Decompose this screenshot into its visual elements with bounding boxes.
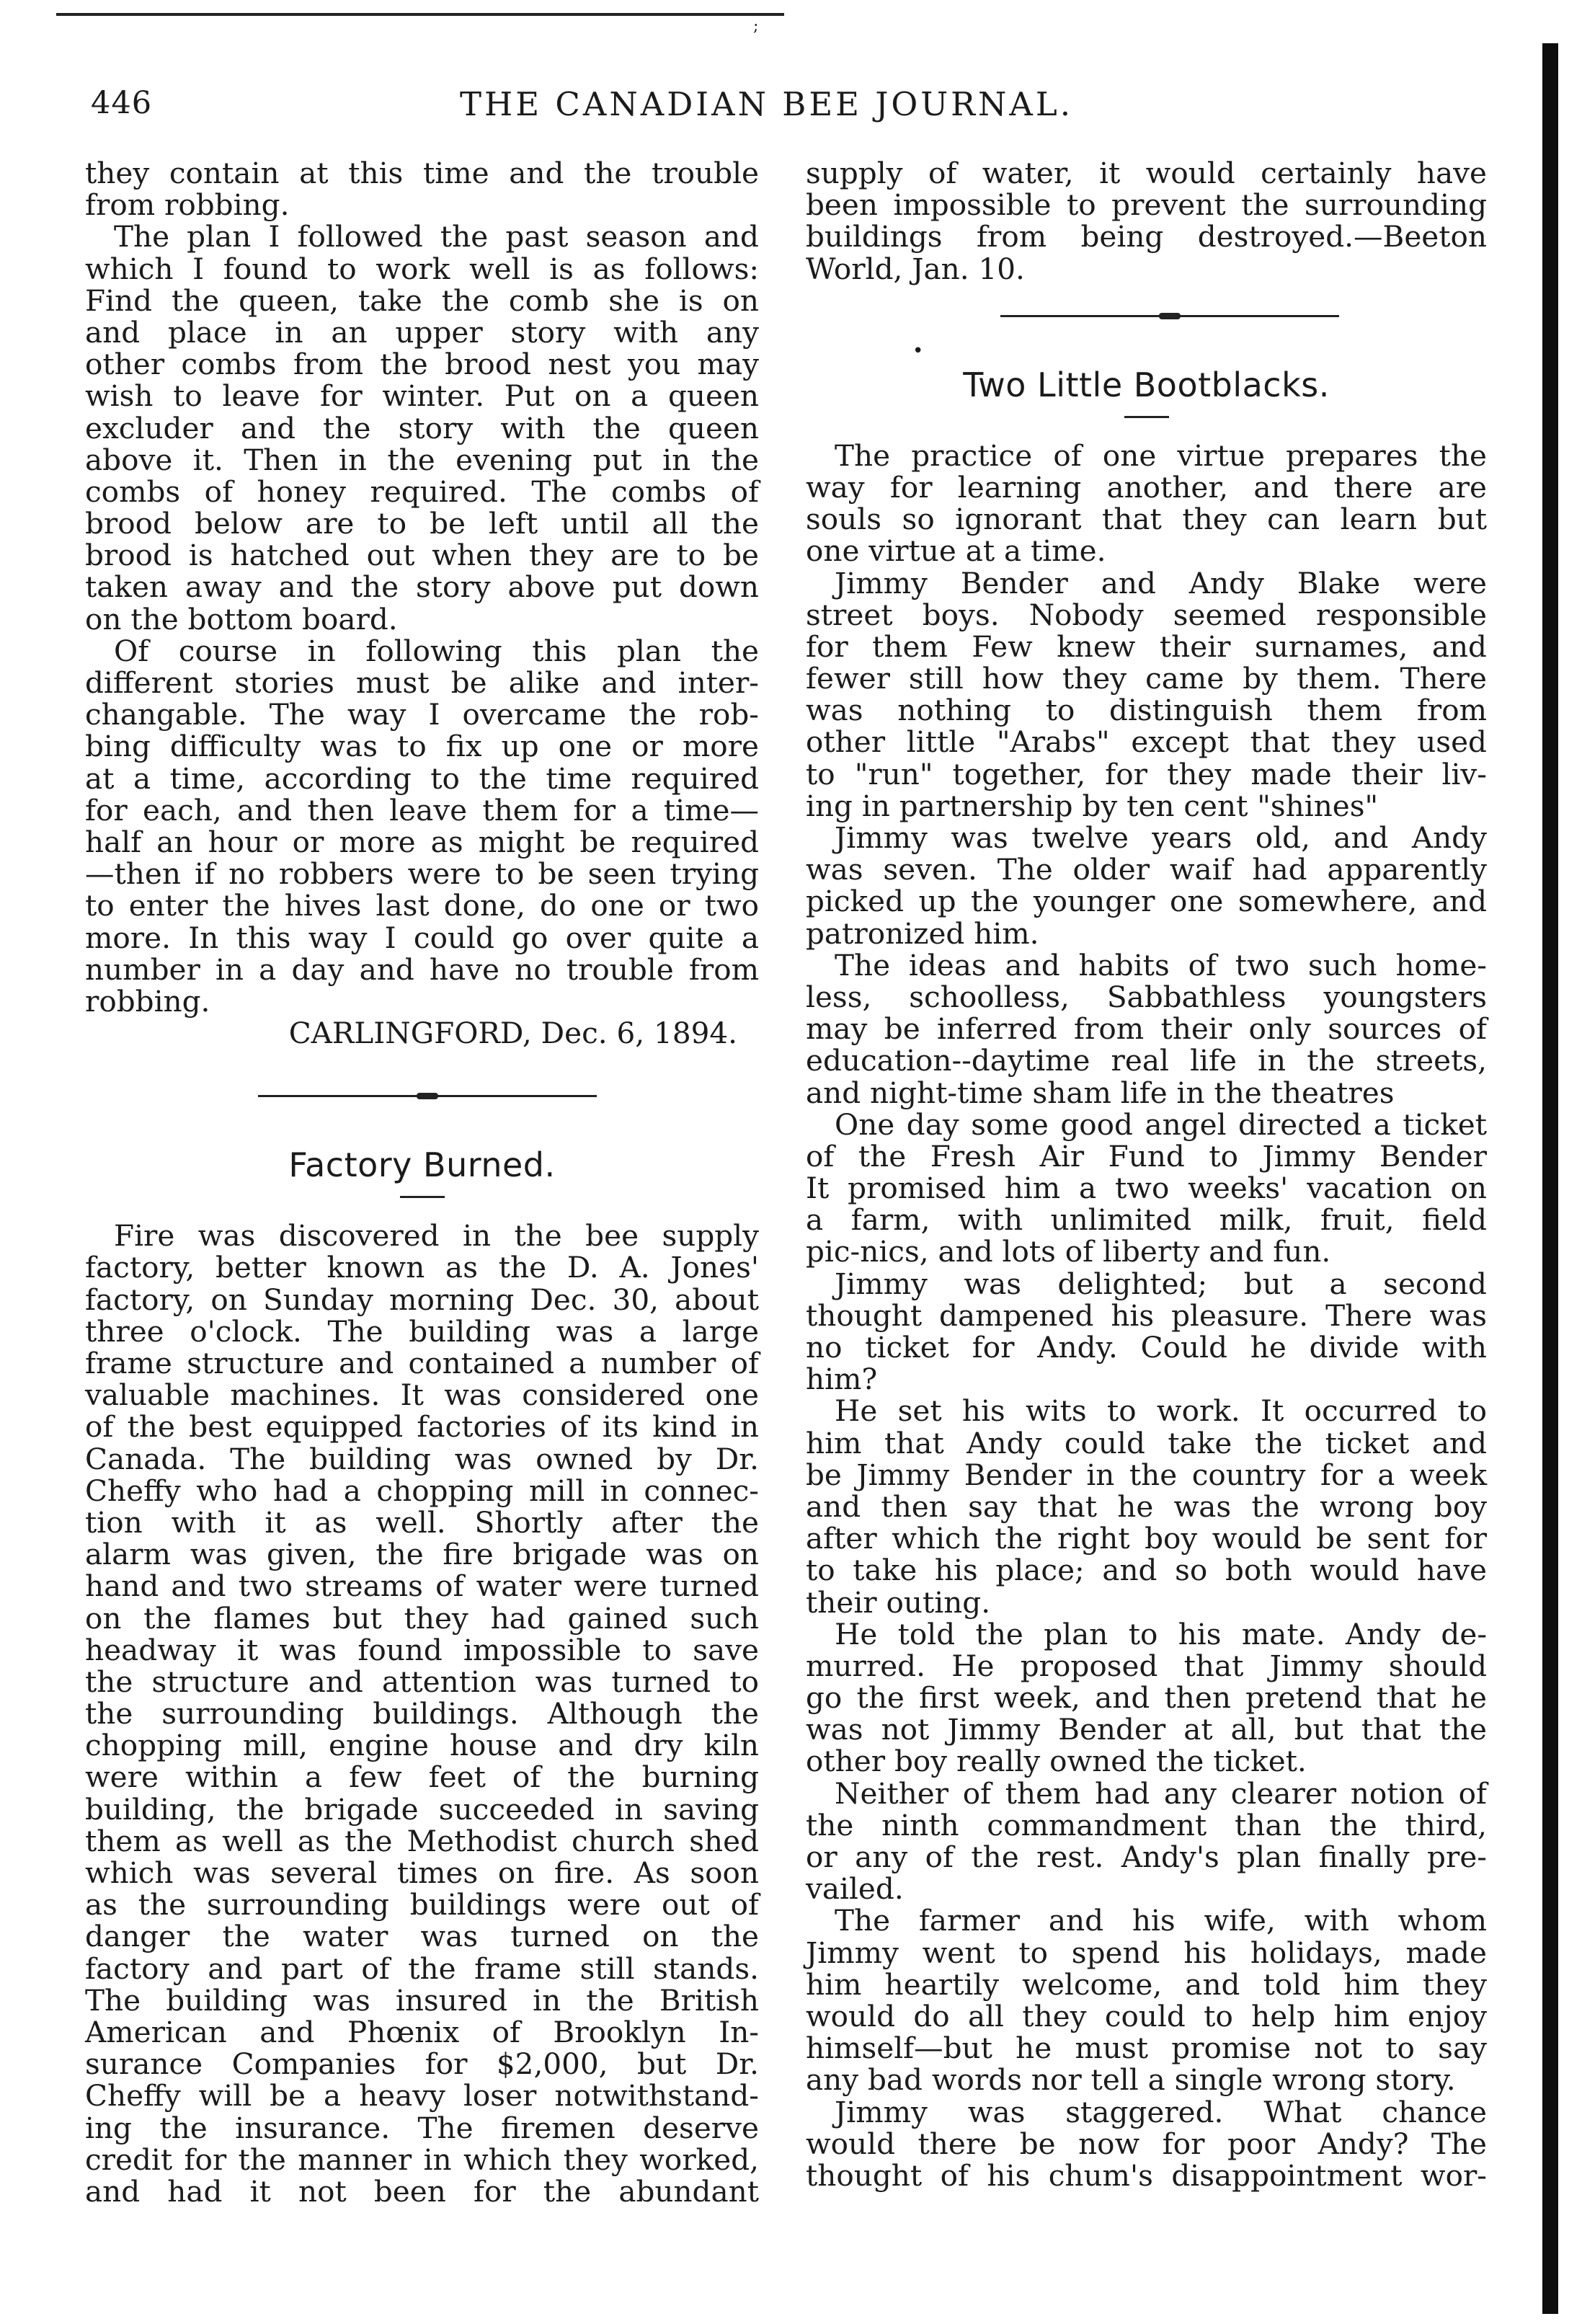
text-line: Find the queen, take the comb she is on xyxy=(85,283,759,318)
text-line: may be inferred from their only sources of xyxy=(806,1011,1487,1047)
text-line: Jimmy Bender and Andy Blake were xyxy=(835,565,1487,600)
paragraph xyxy=(806,1395,1487,1618)
text-line: for them Few knew their surnames, and xyxy=(806,629,1487,664)
text-line: fewer still how they came by them. There xyxy=(806,661,1487,696)
text-line: street boys. Nobody seemed responsible xyxy=(806,597,1487,632)
text-line: patronized him. xyxy=(806,915,1039,951)
text-line: for each, and then leave them for a time— xyxy=(85,792,759,828)
text-line: three o'clock. The building was a large xyxy=(85,1313,759,1349)
text-line: number in a day and have no trouble from xyxy=(85,952,759,987)
text-line: them as well as the Methodist church shed xyxy=(85,1823,759,1858)
journal-title: THE CANADIAN BEE JOURNAL. xyxy=(460,85,1074,123)
text-line: on the flames but they had gained such xyxy=(85,1600,759,1636)
text-line: valuable machines. It was considered one xyxy=(85,1378,759,1413)
scan-speck: ; xyxy=(753,17,759,35)
text-line: chopping mill, engine house and dry kiln xyxy=(85,1728,759,1763)
right-column xyxy=(806,157,1487,2302)
text-line: robbing. xyxy=(85,983,210,1019)
text-line: a farm, with unlimited milk, fruit, field xyxy=(806,1202,1487,1238)
text-line: American and Phœnix of Brooklyn In- xyxy=(85,2014,759,2049)
text-line: more. In this way I could go over quite a xyxy=(85,920,759,955)
text-line: above it. Then in the evening put in the xyxy=(85,442,759,477)
text-line: The plan I followed the past season and xyxy=(114,219,759,254)
title-dash xyxy=(1124,416,1169,418)
text-line: The farmer and his wife, with whom xyxy=(835,1903,1487,1938)
text-line: changable. The way I overcame the rob- xyxy=(85,697,759,732)
text-line: other little "Arabs" except that they used xyxy=(806,724,1487,760)
paragraph xyxy=(806,1106,1487,1269)
text-line: and place in an upper story with any xyxy=(85,314,759,350)
text-line: pic-nics, and lots of liberty and fun. xyxy=(806,1234,1331,1269)
text-line: or any of the rest. Andy's plan finally pre- xyxy=(806,1840,1487,1874)
text-line: was seven. The older waif had apparently xyxy=(806,852,1487,887)
text-line: way for learning another, and there are xyxy=(806,469,1487,505)
text-line: any bad words nor tell a single wrong story. xyxy=(806,2062,1456,2098)
text-line: ing in partnership by ten cent "shines" xyxy=(806,788,1379,823)
text-line: to "run" together, for they made their liv- xyxy=(806,756,1487,791)
text-line: combs of honey required. The combs of xyxy=(85,474,759,509)
text-line: It promised him a two weeks' vacation on xyxy=(806,1171,1487,1206)
text-line: buildings from being destroyed.—Beeton xyxy=(806,219,1487,254)
paragraph xyxy=(806,440,1487,567)
paragraph xyxy=(806,949,1487,1109)
page-header xyxy=(85,85,1145,128)
text-line: their outing. xyxy=(806,1584,991,1620)
paragraph xyxy=(806,822,1487,949)
text-line: no ticket for Andy. Could he divide with xyxy=(806,1330,1487,1365)
paragraph xyxy=(806,567,1487,822)
text-line: Canada. The building was owned by Dr. xyxy=(85,1441,759,1476)
text-line: thought of his chum's disappointment wor- xyxy=(806,2157,1487,2193)
paragraph xyxy=(806,1903,1487,2098)
text-line: souls so ignorant that they can learn but xyxy=(806,502,1487,537)
text-line: brood is hatched out when they are to be xyxy=(85,538,759,573)
text-line: less, schoolless, Sabbathless youngsters xyxy=(806,979,1487,1014)
paragraph xyxy=(85,219,759,637)
text-line: be Jimmy Bender in the country for a week xyxy=(806,1457,1487,1492)
text-line: they contain at this time and the trouble xyxy=(85,156,759,190)
text-line: Jimmy was delighted; but a second xyxy=(835,1266,1487,1301)
text-line: the surrounding buildings. Although the xyxy=(85,1696,759,1731)
text-line: was nothing to distinguish them from xyxy=(806,693,1487,728)
text-line: brood below are to be left until all the xyxy=(85,506,759,541)
text-line: taken away and the story above put down xyxy=(85,569,759,605)
text-line: hand and two streams of water were turned xyxy=(85,1569,759,1604)
text-line: education--daytime real life in the streets, xyxy=(806,1043,1487,1078)
text-line: of the Fresh Air Fund to Jimmy Bender xyxy=(806,1138,1487,1174)
text-line: surance Companies for $2,000, but Dr. xyxy=(85,2046,759,2082)
text-line: to enter the hives last done, do one or two xyxy=(85,888,759,923)
text-line: other combs from the brood nest you may xyxy=(85,347,759,382)
scan-top-line xyxy=(56,13,784,16)
text-line: Neither of them had any clearer notion of xyxy=(835,1775,1487,1811)
text-line: been impossible to prevent the surrounding xyxy=(806,187,1487,223)
text-line: of the best equipped factories of its kind in xyxy=(85,1409,759,1445)
text-line: was not Jimmy Bender at all, but that the xyxy=(806,1712,1487,1747)
text-line: factory, on Sunday morning Dec. 30, about xyxy=(85,1282,759,1317)
text-line: and then say that he was the wrong boy xyxy=(806,1489,1487,1524)
text-line: on the bottom board. xyxy=(85,601,398,637)
text-line: were within a few feet of the burning xyxy=(85,1760,759,1795)
text-line: headway it was found impossible to save xyxy=(85,1632,759,1667)
text-line: ing the insurance. The firemen deserve xyxy=(85,2110,759,2145)
text-line: from robbing. xyxy=(85,187,290,223)
section-divider xyxy=(806,295,1487,338)
text-line: the structure and attention was turned to xyxy=(85,1664,759,1699)
text-line: to take his place; and so both would have xyxy=(806,1553,1487,1588)
text-line: half an hour or more as might be required xyxy=(85,824,759,859)
page-number: 446 xyxy=(91,85,153,121)
section-divider xyxy=(85,1075,759,1118)
text-line: He told the plan to his mate. Andy de- xyxy=(835,1616,1487,1651)
text-line: him? xyxy=(806,1362,878,1397)
text-line: one virtue at a time. xyxy=(806,533,1106,569)
text-line: The practice of one virtue prepares the xyxy=(835,438,1487,473)
text-line: vailed. xyxy=(806,1871,904,1907)
text-line: Fire was discovered in the bee supply xyxy=(114,1218,759,1254)
text-line: which was several times on fire. As soon xyxy=(85,1855,759,1890)
text-line: different stories must be alike and inter- xyxy=(85,665,759,700)
paragraph xyxy=(806,2096,1487,2192)
paragraph xyxy=(85,157,759,221)
text-line: The building was insured in the British xyxy=(85,1982,759,2018)
paragraph xyxy=(806,1618,1487,1778)
text-line: Jimmy was twelve years old, and Andy xyxy=(835,820,1487,855)
section-title: Factory Burned. xyxy=(288,1145,556,1185)
text-line: World, Jan. 10. xyxy=(806,251,1025,286)
signoff: CARLINGFORD, Dec. 6, 1894. xyxy=(288,1016,737,1051)
text-line: and had it not been for the abundant xyxy=(85,2173,759,2209)
text-line: would there be now for poor Andy? The xyxy=(806,2126,1487,2161)
text-line: Cheffy who had a chopping mill in connec- xyxy=(85,1473,759,1508)
title-dash xyxy=(400,1196,445,1198)
text-line: wish to leave for winter. Put on a queen xyxy=(85,378,759,414)
text-line: He set his wits to work. It occurred to xyxy=(835,1393,1487,1429)
section-title: Two Little Bootblacks. xyxy=(963,365,1330,404)
text-line: factory and part of the frame still stands. xyxy=(85,1951,759,1986)
text-line: bing difficulty was to fix up one or more xyxy=(85,729,759,764)
text-line: frame structure and contained a number of xyxy=(85,1346,759,1380)
text-line: at a time, according to the time required xyxy=(85,760,759,796)
paragraph xyxy=(85,635,759,1017)
text-line: Of course in following this plan the xyxy=(114,633,759,668)
paragraph xyxy=(806,1775,1487,1907)
paragraph xyxy=(806,157,1487,285)
text-line: Cheffy will be a heavy loser notwithstand- xyxy=(85,2078,759,2114)
text-line: —then if no robbers were to be seen trying xyxy=(85,856,759,892)
text-line: after which the right boy would be sent for xyxy=(806,1521,1487,1556)
text-line: him heartily welcome, and told him they xyxy=(806,1966,1487,2002)
left-column xyxy=(85,157,759,2302)
scan-speck: • xyxy=(912,340,924,362)
text-line: tion with it as well. Shortly after the xyxy=(85,1504,759,1540)
text-line: alarm was given, the fire brigade was on xyxy=(85,1537,759,1572)
text-line: himself—but he must promise not to say xyxy=(806,2031,1487,2066)
text-line: factory, better known as the D. A. Jones' xyxy=(85,1250,759,1285)
paragraph xyxy=(85,1220,759,2207)
text-line: him that Andy could take the ticket and xyxy=(806,1425,1487,1460)
text-line: would do all they could to help him enjoy xyxy=(806,1998,1487,2034)
text-line: The ideas and habits of two such home- xyxy=(835,947,1487,983)
text-line: go the first week, and then pretend that he xyxy=(806,1680,1487,1716)
text-line: murred. He proposed that Jimmy should xyxy=(806,1648,1487,1683)
text-line: thought dampened his pleasure. There was xyxy=(806,1298,1487,1333)
paragraph xyxy=(806,1268,1487,1396)
text-line: supply of water, it would certainly have xyxy=(806,156,1487,190)
text-line: Jimmy was staggered. What chance xyxy=(835,2094,1487,2129)
text-line: danger the water was turned on the xyxy=(85,1919,759,1954)
scan-page-edge xyxy=(1542,43,1558,2314)
text-line: picked up the younger one somewhere, and xyxy=(806,884,1487,919)
text-line: and night-time sham life in the theatres xyxy=(806,1075,1395,1110)
text-line: One day some good angel directed a ticket xyxy=(835,1106,1487,1142)
text-line: building, the brigade succeeded in saving xyxy=(85,1791,759,1827)
text-line: the ninth commandment than the third, xyxy=(806,1807,1487,1842)
text-line: excluder and the story with the queen xyxy=(85,410,759,445)
text-line: as the surrounding buildings were out of xyxy=(85,1887,759,1922)
text-line: Jimmy went to spend his holidays, made xyxy=(806,1935,1487,1970)
text-line: which I found to work well is as follows: xyxy=(85,251,759,286)
text-line: credit for the manner in which they worked, xyxy=(85,2142,759,2177)
text-line: other boy really owned the ticket. xyxy=(806,1744,1307,1779)
